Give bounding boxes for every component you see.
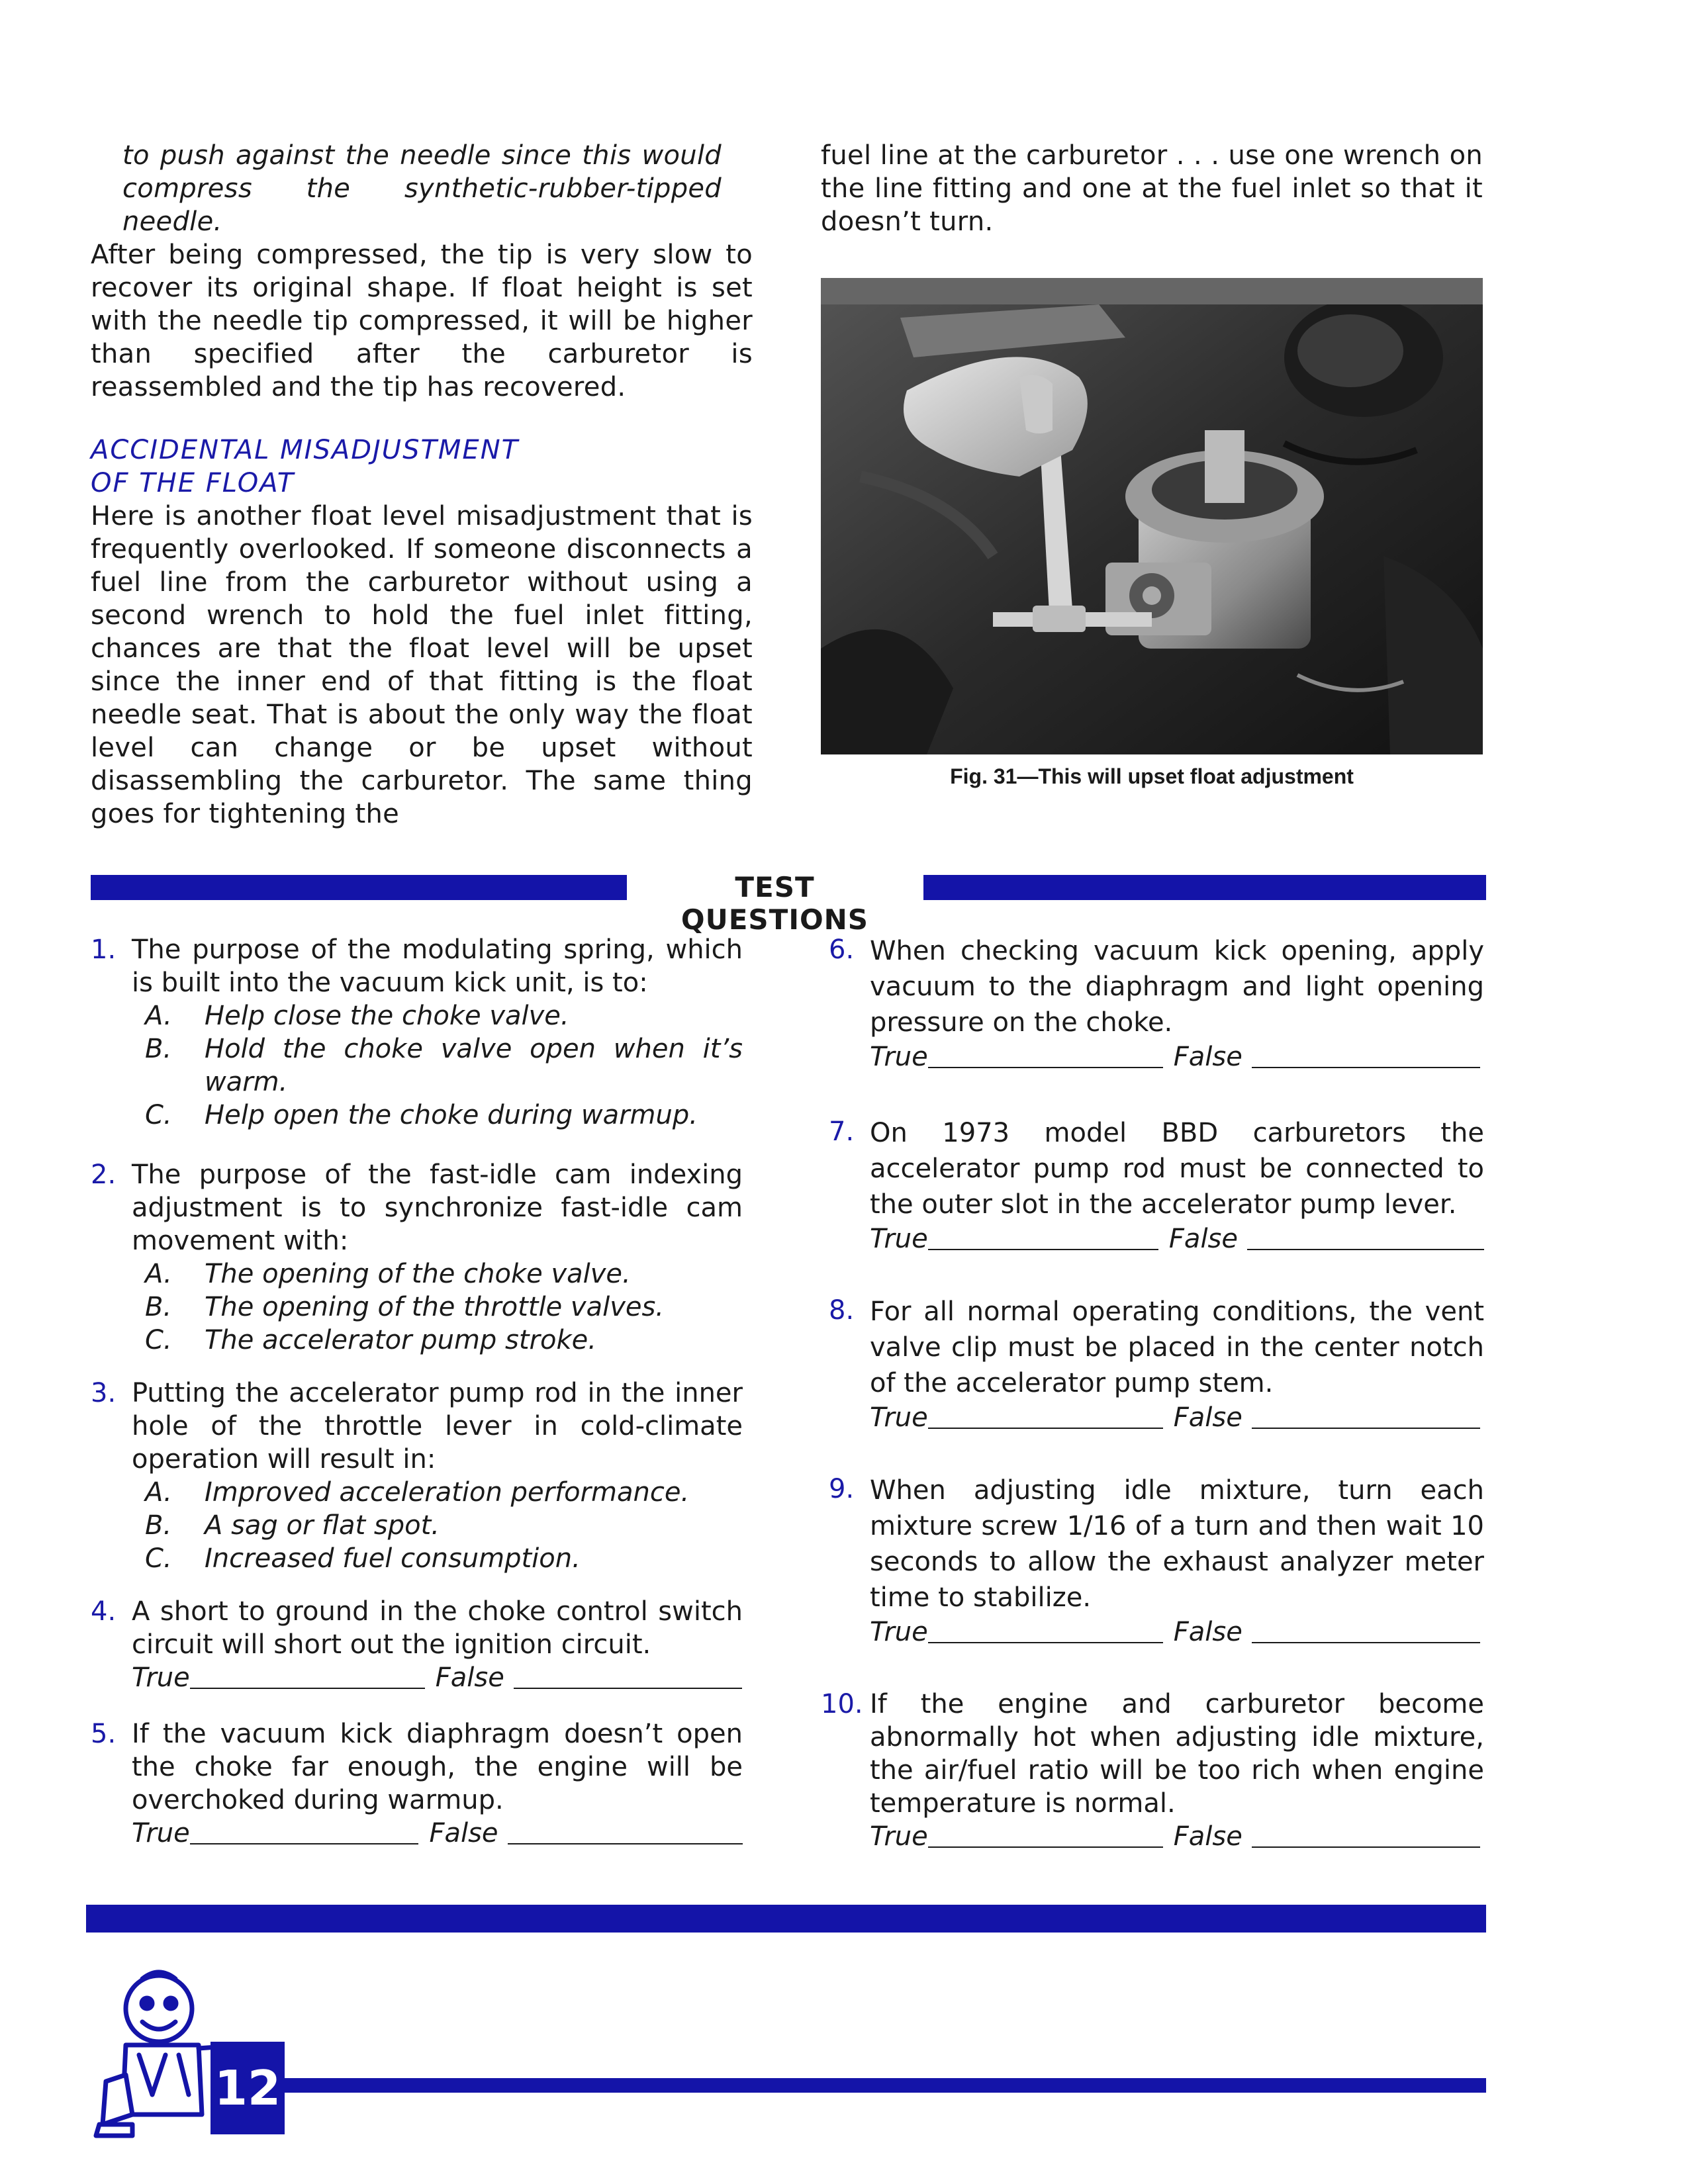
answer-option [91,1291,743,1324]
false-label: False [1173,1042,1243,1072]
true-false-line [132,1661,743,1694]
false-label: False [1173,1821,1243,1852]
answer-option [91,1476,743,1509]
question-text: Putting the accelerator pump rod in the inner hole of the throttle lever in cold-climate operation will result in: [132,1378,743,1475]
question [829,1115,1484,1255]
option-letter: B. [145,1292,172,1322]
question-number: 2. [91,1160,117,1190]
question-text: If the vacuum kick diaphragm doesn’t open the choke far enough, the engine will be overchoked during warmup. [132,1719,743,1815]
question [829,933,1484,1073]
paragraph: After being compressed, the tip is very slow to recover its original shape. If float height is set with the needle tip compressed, it will be higher than specified after the carburetor is reassembled and the tip has recovered. [91,240,753,402]
option-letter: C. [145,1100,172,1130]
bottom-banner-bar [86,1905,1486,1933]
question [91,1377,743,1575]
question [91,933,743,1132]
true-false-line [870,1040,1484,1073]
option-text: Help open the choke during warmup. [205,1100,698,1130]
false-answer-blank[interactable] [508,1843,743,1844]
answer-option [91,1257,743,1291]
question-number: 4. [91,1596,117,1627]
option-letter: A. [145,1259,172,1289]
figure-caption: Fig. 31—This will upset float adjustment [950,764,1354,788]
footer-rule [285,2078,1486,2093]
question [91,1158,743,1357]
question-text: For all normal operating conditions, the vent valve clip must be placed in the center notch of the accelerator pump stem. [870,1297,1484,1398]
question [91,1595,743,1694]
true-false-line [870,1615,1484,1649]
question-text: If the engine and carburetor become abnormally hot when adjusting idle mixture, the air/fuel ratio will be too rich when engine temperature is normal. [870,1689,1484,1819]
question [91,1717,743,1850]
page-number: 12 [211,2042,285,2134]
false-answer-blank[interactable] [1252,1846,1480,1848]
option-text: Help close the choke valve. [205,1001,569,1031]
paragraph: Here is another float level misadjustment that is frequently overlooked. If someone disconnects a fuel line from the carburetor without using a second wrench to hold the fuel inlet fitting, chances are that the float level will be upset since the inner end of that fitting is the float needle seat. That is about the only way the float level can change or be upset without disassembling the carburetor. The same thing goes for tightening the [91,501,753,829]
option-text: Increased fuel consumption. [205,1543,581,1574]
false-answer-blank[interactable] [1252,1642,1480,1643]
question [829,1294,1484,1434]
true-answer-blank[interactable] [190,1843,419,1844]
answer-option [91,1324,743,1357]
question-number: 9. [829,1474,855,1504]
section-heading [91,433,519,500]
false-label: False [1168,1224,1239,1254]
true-label: True [870,1402,928,1433]
question-text: When adjusting idle mixture, turn each mixture screw 1/16 of a turn and then wait 10 seconds to allow the exhaust analyzer meter time to stabilize. [870,1475,1484,1613]
question-number: 7. [829,1116,855,1147]
banner-bar-right [923,875,1486,900]
option-text: The accelerator pump stroke. [205,1325,596,1355]
answer-option [91,999,743,1032]
true-answer-blank[interactable] [928,1067,1163,1068]
question [829,1473,1484,1649]
question-text: When checking vacuum kick opening, apply vacuum to the diaphragm and light opening pressure on the choke. [870,936,1484,1038]
option-letter: A. [145,1477,172,1508]
option-letter: A. [145,1001,172,1031]
false-answer-blank[interactable] [1252,1067,1480,1068]
question-number: 5. [91,1719,117,1749]
question-text: On 1973 model BBD carburetors the accelerator pump rod must be connected to the outer slot in the accelerator pump lever. [870,1118,1484,1220]
question-text: A short to ground in the choke control switch circuit will short out the ignition circuit. [132,1596,743,1660]
option-text: Hold the choke valve open when it’s warm. [205,1034,743,1097]
option-letter: B. [145,1034,172,1064]
true-answer-blank[interactable] [928,1249,1158,1250]
question-number: 8. [829,1295,855,1326]
true-answer-blank[interactable] [928,1642,1163,1643]
false-answer-blank[interactable] [1247,1249,1484,1250]
true-label: True [870,1821,928,1852]
question-number: 3. [91,1378,117,1408]
true-false-line [870,1820,1484,1853]
true-false-line [870,1401,1484,1434]
option-text: Improved acceleration performance. [205,1477,690,1508]
paragraph: fuel line at the carburetor . . . use one wrench on the line fitting and one at the fuel inlet so that it doesn’t turn. [821,140,1483,237]
answer-option [91,1509,743,1542]
question-number: 1. [91,934,117,965]
carburetor-photo [821,278,1483,754]
question-number: 6. [829,934,855,965]
answer-option [91,1032,743,1099]
false-label: False [435,1662,504,1693]
option-letter: C. [145,1543,172,1574]
test-questions-title: TEST QUESTIONS [680,871,869,936]
option-letter: C. [145,1325,172,1355]
false-label: False [429,1818,498,1848]
question-text: The purpose of the modulating spring, which is built into the vacuum kick unit, is to: [132,934,743,998]
heading-line: OF THE FLOAT [91,468,295,498]
true-answer-blank[interactable] [190,1688,425,1689]
answer-option [91,1099,743,1132]
true-label: True [870,1617,928,1647]
option-letter: B. [145,1510,172,1541]
question-text: The purpose of the fast-idle cam indexing adjustment is to synchronize fast-idle cam movement with: [132,1160,743,1256]
true-label: True [132,1818,190,1848]
false-answer-blank[interactable] [514,1688,742,1689]
question-number: 10. [821,1689,863,1719]
banner-bar-left [91,875,627,900]
true-false-line [870,1222,1484,1255]
true-label: True [870,1224,928,1254]
true-label: True [132,1662,190,1693]
answer-option [91,1542,743,1575]
option-text: The opening of the choke valve. [205,1259,631,1289]
option-text: The opening of the throttle valves. [205,1292,665,1322]
false-label: False [1173,1617,1243,1647]
intro-italic: to push against the needle since this would compress the synthetic-rubber-tipped needle. [122,140,722,237]
heading-line: ACCIDENTAL MISADJUSTMENT [91,435,520,465]
true-false-line [132,1817,743,1850]
option-text: A sag or flat spot. [205,1510,440,1541]
true-answer-blank[interactable] [928,1846,1163,1848]
true-label: True [870,1042,928,1072]
false-answer-blank[interactable] [1252,1428,1480,1429]
true-answer-blank[interactable] [928,1428,1163,1429]
question [821,1688,1484,1853]
false-label: False [1173,1402,1243,1433]
